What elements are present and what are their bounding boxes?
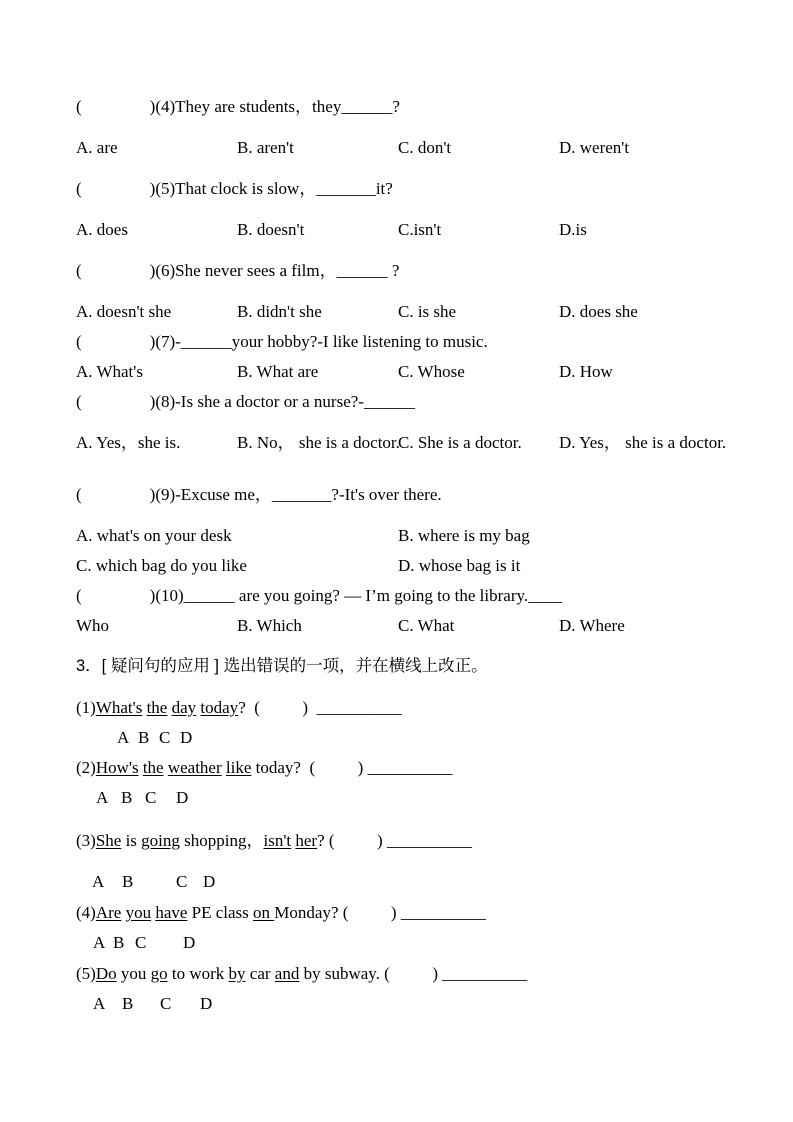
q10-options-col-1: B. Which xyxy=(237,616,302,635)
q10-options-col-0: Who xyxy=(76,616,110,635)
q9-options-row2 xyxy=(0,556,793,576)
s3-q2-abcd xyxy=(0,788,793,808)
q5-options xyxy=(0,220,793,240)
text-segment: __________ xyxy=(386,831,472,850)
underlined-word: on xyxy=(253,903,275,922)
text-segment: to work xyxy=(167,964,229,983)
s3-q5-abcd-col-3: D xyxy=(200,994,213,1013)
text-segment: today? ( ) xyxy=(251,758,368,777)
s3-q5-abcd-col-2: C xyxy=(160,994,172,1013)
text-segment: (5) xyxy=(76,964,96,983)
section3-heading xyxy=(0,656,793,676)
s3-q1-abcd-col-0: A xyxy=(117,728,130,747)
underlined-word: the xyxy=(146,698,168,717)
text-segment: ? ( ) xyxy=(317,831,387,850)
q5-options-col-3: D.is xyxy=(559,220,587,239)
q4-options-col-3: D. weren't xyxy=(559,138,630,157)
q6-prompt xyxy=(0,261,793,281)
q10-options xyxy=(0,616,793,636)
q8-prompt xyxy=(0,392,793,412)
q9-prompt-text xyxy=(76,485,442,505)
text-segment: (1) xyxy=(76,698,96,717)
q5-options-col-2: C.isn't xyxy=(398,220,442,239)
s3-q1-abcd xyxy=(0,728,793,748)
q10-options-col-3: D. Where xyxy=(559,616,625,635)
section3-heading-text xyxy=(76,656,488,676)
q6-options-col-2: C. is she xyxy=(398,302,457,321)
s3-q1-abcd-col-1: B xyxy=(138,728,150,747)
s3-q3-abcd-col-0: A xyxy=(92,872,105,891)
text-segment: by subway. ( ) xyxy=(299,964,443,983)
s3-q3-abcd xyxy=(0,872,793,892)
underlined-word: day xyxy=(171,698,197,717)
s3-q2-abcd-col-0: A xyxy=(96,788,109,807)
q5-options-col-0: A. does xyxy=(76,220,128,239)
q4-options xyxy=(0,138,793,158)
q8-options-col-0: A. Yes，she is. xyxy=(76,433,181,452)
s3-q2-prompt xyxy=(0,758,793,778)
text-segment: car xyxy=(245,964,275,983)
text-segment: Monday? ( ) xyxy=(274,903,401,922)
underlined-word: like xyxy=(225,758,252,777)
underlined-word: by xyxy=(228,964,246,983)
q9-prompt xyxy=(0,485,793,505)
q7-prompt xyxy=(0,332,793,352)
s3-q4-abcd-col-0: A xyxy=(93,933,106,952)
underlined-word: have xyxy=(155,903,188,922)
q6-options xyxy=(0,302,793,322)
q9-options-row1 xyxy=(0,526,793,546)
q8-options-col-2: C. She is a doctor. xyxy=(398,433,522,452)
underlined-word: isn't xyxy=(263,831,292,850)
text-segment: you xyxy=(116,964,151,983)
s3-q4-abcd-col-1: B xyxy=(113,933,125,952)
q7-options-col-3: D. How xyxy=(559,362,613,381)
q9-options-row1-col-0: A. what's on your desk xyxy=(76,526,232,545)
q5-prompt xyxy=(0,179,793,199)
underlined-word: go xyxy=(150,964,168,983)
underlined-word: How's xyxy=(95,758,139,777)
s3-q2-abcd-col-3: D xyxy=(176,788,189,807)
underlined-word: going xyxy=(141,831,180,850)
s3-q4-prompt-text xyxy=(76,903,486,923)
q10-prompt-text xyxy=(76,586,562,606)
text-segment: (3) xyxy=(76,831,96,850)
text-segment: ( )(5)That clock is slow，_______it? xyxy=(76,179,393,198)
s3-q5-prompt xyxy=(0,964,793,984)
s3-q4-prompt xyxy=(0,903,793,923)
q7-options-col-0: A. What's xyxy=(76,362,143,381)
s3-q3-prompt-text xyxy=(76,831,472,851)
text-segment: ( )(8)-Is she a doctor or a nurse?-______ xyxy=(76,392,415,411)
s3-q5-prompt-text xyxy=(76,964,527,984)
text-segment: __________ xyxy=(367,758,453,777)
s3-q2-abcd-col-1: B xyxy=(121,788,133,807)
text-segment: PE class xyxy=(187,903,254,922)
q10-prompt xyxy=(0,586,793,606)
underlined-word: She xyxy=(95,831,122,850)
text-segment: ( )(4)They are students，they______? xyxy=(76,97,400,116)
text-segment: 3．[ 疑问句的应用 ] 选出错误的一项，并在横线上改正。 xyxy=(76,657,488,675)
s3-q3-abcd-col-2: C xyxy=(176,872,188,891)
s3-q5-abcd-col-1: B xyxy=(122,994,134,1013)
q9-options-row2-col-0: C. which bag do you like xyxy=(76,556,247,575)
s3-q1-prompt xyxy=(0,698,793,718)
s3-q3-prompt xyxy=(0,831,793,851)
text-segment: __________ xyxy=(442,964,528,983)
s3-q5-abcd xyxy=(0,994,793,1014)
s3-q1-abcd-col-3: D xyxy=(180,728,193,747)
underlined-word: the xyxy=(142,758,164,777)
s3-q4-abcd xyxy=(0,933,793,953)
text-segment: (2) xyxy=(76,758,96,777)
s3-q2-prompt-text xyxy=(76,758,453,778)
q6-options-col-0: A. doesn't she xyxy=(76,302,172,321)
underlined-word: What's xyxy=(95,698,143,717)
q6-prompt-text xyxy=(76,261,399,281)
q8-prompt-text xyxy=(76,392,415,412)
text-segment: ( )(7)-______your hobby?-I like listening to music. xyxy=(76,332,488,351)
underlined-word: Do xyxy=(95,964,117,983)
underlined-word: weather xyxy=(167,758,222,777)
text-segment: __________ xyxy=(316,698,402,717)
q7-options-col-2: C. Whose xyxy=(398,362,465,381)
q8-options-col-3: D. Yes， she is a doctor. xyxy=(559,433,727,452)
s3-q1-abcd-col-2: C xyxy=(159,728,171,747)
underlined-word: today xyxy=(200,698,239,717)
underlined-word: you xyxy=(125,903,152,922)
q4-options-col-2: C. don't xyxy=(398,138,452,157)
text-segment: shopping， xyxy=(179,831,264,850)
s3-q1-prompt-text xyxy=(76,698,402,718)
underlined-word: Are xyxy=(95,903,122,922)
text-segment: ( )(10)______ are you going? — I’m going to the library.____ xyxy=(76,586,563,605)
q7-options-col-1: B. What are xyxy=(237,362,319,381)
q7-options xyxy=(0,362,793,382)
q8-options xyxy=(0,433,793,453)
q8-options-col-1: B. No， she is a doctor. xyxy=(237,433,400,452)
text-segment: (4) xyxy=(76,903,96,922)
q10-options-col-2: C. What xyxy=(398,616,455,635)
q6-options-col-1: B. didn't she xyxy=(237,302,322,321)
text-segment: ( )(6)She never sees a film，______ ? xyxy=(76,261,400,280)
underlined-word: and xyxy=(274,964,300,983)
text-segment: __________ xyxy=(400,903,486,922)
q6-options-col-3: D. does she xyxy=(559,302,638,321)
s3-q3-abcd-col-1: B xyxy=(122,872,134,891)
underlined-word: her xyxy=(295,831,318,850)
q9-options-row2-col-1: D. whose bag is it xyxy=(398,556,521,575)
text-segment: is xyxy=(121,831,142,850)
s3-q3-abcd-col-3: D xyxy=(203,872,216,891)
s3-q4-abcd-col-2: C xyxy=(135,933,147,952)
s3-q4-abcd-col-3: D xyxy=(183,933,196,952)
q4-options-col-1: B. aren't xyxy=(237,138,294,157)
text-segment: ? ( ) xyxy=(238,698,317,717)
q4-prompt xyxy=(0,97,793,117)
q7-prompt-text xyxy=(76,332,488,352)
q5-prompt-text xyxy=(76,179,393,199)
q4-options-col-0: A. are xyxy=(76,138,118,157)
s3-q2-abcd-col-2: C xyxy=(145,788,157,807)
q4-prompt-text xyxy=(76,97,400,117)
s3-q5-abcd-col-0: A xyxy=(93,994,106,1013)
q9-options-row1-col-1: B. where is my bag xyxy=(398,526,530,545)
q5-options-col-1: B. doesn't xyxy=(237,220,305,239)
text-segment: ( )(9)-Excuse me，_______?-It's over there. xyxy=(76,485,442,504)
